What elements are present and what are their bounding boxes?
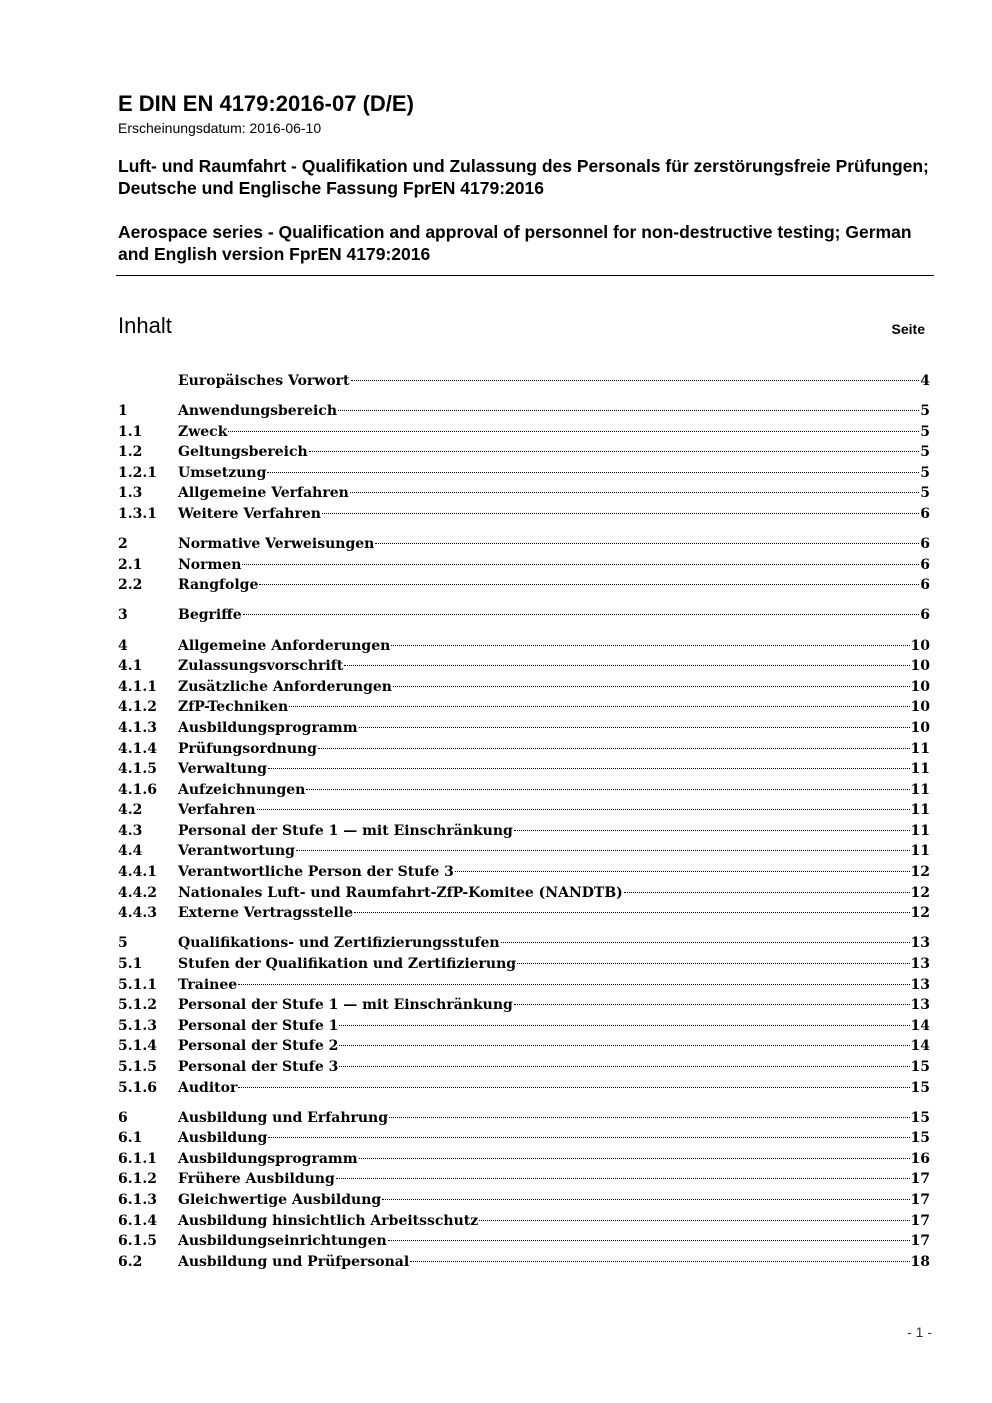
toc-entry-title: ZfP-Techniken xyxy=(178,699,289,716)
toc-entry-title: Prüfungsordnung xyxy=(178,740,317,757)
toc-entry-title: Verfahren xyxy=(178,802,256,819)
toc-entry[interactable] xyxy=(118,463,930,484)
toc-entry-number: 1.3.1 xyxy=(118,506,157,523)
toc-entry-title: Ausbildung und Erfahrung xyxy=(178,1109,389,1126)
toc-entry-number: 4.4 xyxy=(118,843,143,860)
toc-entry-title: Verantwortliche Person der Stufe 3 xyxy=(178,864,454,881)
toc-entry-page: 13 xyxy=(910,955,930,972)
toc-entry-page: 15 xyxy=(910,1109,930,1126)
toc-entry-title: Nationales Luft- und Raumfahrt-ZfP-Komitee (NANDTB) xyxy=(178,884,623,901)
toc-entry-title: Europäisches Vorwort xyxy=(178,373,350,389)
toc-entry[interactable] xyxy=(118,656,930,677)
toc-dot-leader xyxy=(228,431,919,432)
toc-entry-title: Verantwortung xyxy=(178,843,295,860)
toc-entry-title: Weitere Verfahren xyxy=(178,506,321,523)
toc-entry-title: Externe Vertragsstelle xyxy=(178,905,353,922)
toc-entry-number: 4.1.4 xyxy=(118,740,157,757)
toc-entry-page: 11 xyxy=(910,740,930,757)
toc-dot-leader xyxy=(242,564,919,565)
toc-entry-page: 12 xyxy=(910,905,930,922)
toc-entry-number: 5.1.2 xyxy=(118,997,157,1014)
toc-dot-leader xyxy=(514,1004,910,1005)
toc-entry-number: 5.1.5 xyxy=(118,1058,157,1075)
toc-entry-page: 13 xyxy=(910,976,930,993)
table-of-contents xyxy=(118,371,930,1272)
toc-dot-leader xyxy=(351,380,920,381)
toc-entry-number: 4.1.6 xyxy=(118,781,157,798)
toc-entry[interactable] xyxy=(118,534,930,555)
toc-entry-page: 10 xyxy=(910,719,930,736)
toc-entry-title: Stufen der Qualifikation und Zertifizierung xyxy=(178,955,517,972)
toc-entry-page: 11 xyxy=(910,761,930,778)
toc-entry-page: 12 xyxy=(910,884,930,901)
toc-entry-number: 2 xyxy=(118,536,128,553)
toc-entry-number: 4.1.1 xyxy=(118,678,157,695)
toc-entry-title: Rangfolge xyxy=(178,577,259,594)
toc-entry-page: 12 xyxy=(910,864,930,881)
toc-entry-page: 5 xyxy=(920,485,930,502)
toc-entry-number: 4.4.3 xyxy=(118,905,157,922)
toc-entry-number: 5.1.1 xyxy=(118,976,157,993)
toc-entry-title: Ausbildungseinrichtungen xyxy=(178,1233,387,1250)
toc-dot-leader xyxy=(388,1240,910,1241)
toc-entry[interactable] xyxy=(118,1016,930,1037)
toc-entry-page: 15 xyxy=(910,1058,930,1075)
toc-entry[interactable] xyxy=(118,1231,930,1252)
toc-entry-page: 10 xyxy=(910,658,930,675)
toc-entry[interactable] xyxy=(118,739,930,760)
toc-entry[interactable] xyxy=(118,1211,930,1232)
toc-dot-leader xyxy=(455,871,910,872)
toc-entry-number: 4.3 xyxy=(118,822,143,839)
toc-entry[interactable] xyxy=(118,605,930,626)
toc-entry[interactable] xyxy=(118,1190,930,1211)
toc-entry-page: 14 xyxy=(910,1017,930,1034)
toc-entry-number: 1.2 xyxy=(118,444,143,461)
toc-entry[interactable] xyxy=(118,504,930,525)
toc-entry-number: 1.1 xyxy=(118,423,143,440)
title-english: Aerospace series - Qualification and approval of personnel for non-destructive testing; German and English version FprEN 4179:2016 xyxy=(118,222,912,264)
page-number: - 1 - xyxy=(907,1324,932,1340)
toc-entry-title: Auditor xyxy=(178,1079,238,1096)
toc-entry[interactable] xyxy=(118,555,930,576)
toc-entry-number: 1 xyxy=(118,403,128,420)
toc-entry-number: 4.4.2 xyxy=(118,884,157,901)
toc-entry[interactable] xyxy=(118,800,930,821)
toc-dot-leader xyxy=(375,543,919,544)
toc-entry[interactable] xyxy=(118,483,930,504)
toc-entry-title: Geltungsbereich xyxy=(178,444,308,461)
toc-dot-leader xyxy=(309,451,920,452)
toc-entry[interactable] xyxy=(118,1252,930,1273)
document-number: E DIN EN 4179:2016-07 (D/E) xyxy=(118,91,414,116)
toc-entry[interactable] xyxy=(118,821,930,842)
toc-entry-page: 15 xyxy=(910,1079,930,1096)
toc-entry-number: 5.1.3 xyxy=(118,1017,157,1034)
toc-entry-page: 6 xyxy=(920,536,930,553)
toc-entry-page: 6 xyxy=(920,556,930,573)
toc-entry-title: Personal der Stufe 1 xyxy=(178,1017,339,1034)
toc-entry-page: 11 xyxy=(910,802,930,819)
toc-entry[interactable] xyxy=(118,1149,930,1170)
toc-entry-title: Qualifikations- und Zertifizierungsstufen xyxy=(178,935,500,952)
toc-entry-number: 4.1.2 xyxy=(118,699,157,716)
toc-entry[interactable] xyxy=(118,422,930,443)
document-header xyxy=(118,90,933,265)
toc-entry-title: Ausbildung und Prüfpersonal xyxy=(178,1253,410,1270)
toc-entry-number: 5 xyxy=(118,935,128,952)
toc-entry-page: 5 xyxy=(920,444,930,461)
toc-entry-page: 17 xyxy=(910,1212,930,1229)
toc-entry-page: 5 xyxy=(920,423,930,440)
toc-dot-leader xyxy=(391,645,909,646)
toc-entry-number: 4.1 xyxy=(118,658,143,675)
toc-entry-number: 1.2.1 xyxy=(118,464,157,481)
toc-dot-leader xyxy=(289,706,909,707)
toc-dot-leader xyxy=(339,1045,909,1046)
toc-entry-number: 6.1.2 xyxy=(118,1171,157,1188)
toc-entry-title: Zusätzliche Anforderungen xyxy=(178,678,392,695)
toc-entry-page: 17 xyxy=(910,1233,930,1250)
toc-entry-title: Begriffe xyxy=(178,607,242,624)
toc-entry-page: 17 xyxy=(910,1191,930,1208)
toc-entry[interactable] xyxy=(118,401,930,422)
toc-dot-leader xyxy=(479,1220,909,1221)
toc-entry-page: 4 xyxy=(920,373,930,389)
toc-dot-leader xyxy=(268,1137,909,1138)
header-divider xyxy=(116,275,934,276)
toc-entry-title: Allgemeine Anforderungen xyxy=(178,637,391,654)
toc-entry-title: Zulassungsvorschrift xyxy=(178,658,344,675)
toc-dot-leader xyxy=(393,686,910,687)
toc-entry[interactable] xyxy=(118,442,930,463)
toc-entry[interactable] xyxy=(118,1078,930,1099)
toc-entry-page: 5 xyxy=(920,403,930,420)
toc-entry-page: 18 xyxy=(910,1253,930,1270)
toc-dot-leader xyxy=(350,492,919,493)
toc-entry-title: Allgemeine Verfahren xyxy=(178,485,349,502)
toc-entry[interactable] xyxy=(118,677,930,698)
toc-entry-page: 11 xyxy=(910,843,930,860)
toc-entry[interactable] xyxy=(118,1057,930,1078)
toc-entry[interactable] xyxy=(118,883,930,904)
toc-entry-number: 6.1 xyxy=(118,1130,143,1147)
toc-entry-title: Ausbildungsprogramm xyxy=(178,1150,358,1167)
toc-entry-title: Normative Verweisungen xyxy=(178,536,375,553)
toc-entry[interactable] xyxy=(118,780,930,801)
toc-dot-leader xyxy=(624,892,910,893)
toc-dot-leader xyxy=(318,748,910,749)
toc-entry[interactable] xyxy=(118,759,930,780)
toc-entry[interactable] xyxy=(118,697,930,718)
toc-entry-page: 15 xyxy=(910,1130,930,1147)
toc-dot-leader xyxy=(517,963,909,964)
toc-entry-page: 11 xyxy=(910,822,930,839)
toc-entry-number: 2.2 xyxy=(118,577,143,594)
toc-entry[interactable] xyxy=(118,636,930,657)
toc-dot-leader xyxy=(354,912,910,913)
toc-dot-leader xyxy=(336,1178,910,1179)
toc-page-column-label: Seite xyxy=(891,321,925,337)
toc-dot-leader xyxy=(382,1199,909,1200)
toc-entry-title: Umsetzung xyxy=(178,464,267,481)
toc-entry[interactable] xyxy=(118,903,930,924)
toc-entry-page: 13 xyxy=(910,997,930,1014)
toc-entry[interactable] xyxy=(118,371,930,392)
toc-entry-title: Verwaltung xyxy=(178,761,267,778)
toc-entry-title: Normen xyxy=(178,556,242,573)
toc-heading: Inhalt xyxy=(118,313,172,338)
toc-dot-leader xyxy=(257,809,910,810)
toc-entry-title: Aufzeichnungen xyxy=(178,781,306,798)
toc-dot-leader xyxy=(339,1066,909,1067)
toc-entry-page: 11 xyxy=(910,781,930,798)
toc-entry[interactable] xyxy=(118,995,930,1016)
toc-entry-title: Gleichwertige Ausbildung xyxy=(178,1191,382,1208)
toc-entry-title: Personal der Stufe 3 xyxy=(178,1058,339,1075)
toc-dot-leader xyxy=(389,1117,909,1118)
toc-entry-number: 2.1 xyxy=(118,556,143,573)
toc-entry[interactable] xyxy=(118,862,930,883)
toc-entry-page: 6 xyxy=(920,607,930,624)
toc-entry-page: 14 xyxy=(910,1038,930,1055)
toc-entry[interactable] xyxy=(118,575,930,596)
toc-entry-title: Ausbildung hinsichtlich Arbeitsschutz xyxy=(178,1212,479,1229)
toc-dot-leader xyxy=(514,830,910,831)
toc-entry-number: 4.2 xyxy=(118,802,143,819)
publication-date: Erscheinungsdatum: 2016-06-10 xyxy=(118,120,322,136)
toc-entry-title: Personal der Stufe 2 xyxy=(178,1038,339,1055)
toc-entry-title: Frühere Ausbildung xyxy=(178,1171,335,1188)
toc-entry-number: 4 xyxy=(118,637,128,654)
toc-entry-number: 3 xyxy=(118,607,128,624)
toc-dot-leader xyxy=(339,1025,909,1026)
toc-entry[interactable] xyxy=(118,841,930,862)
toc-dot-leader xyxy=(296,850,910,851)
toc-entry-title: Anwendungsbereich xyxy=(178,403,337,420)
toc-entry-number: 6.1.4 xyxy=(118,1212,157,1229)
toc-entry[interactable] xyxy=(118,1036,930,1057)
toc-entry-page: 10 xyxy=(910,637,930,654)
toc-entry-number: 4.1.5 xyxy=(118,761,157,778)
toc-dot-leader xyxy=(359,727,910,728)
toc-entry-page: 17 xyxy=(910,1171,930,1188)
toc-entry[interactable] xyxy=(118,933,930,954)
toc-dot-leader xyxy=(268,768,910,769)
toc-entry[interactable] xyxy=(118,1128,930,1149)
toc-entry-page: 5 xyxy=(920,464,930,481)
toc-dot-leader xyxy=(410,1261,909,1262)
toc-dot-leader xyxy=(501,942,910,943)
toc-entry-title: Ausbildung xyxy=(178,1130,268,1147)
title-german: Luft- und Raumfahrt - Qualifikation und Zulassung des Personals für zerstörungsfreie Prüfungen; Deutsche und Englische Fassung FprEN 4179:2016 xyxy=(118,156,929,198)
toc-entry[interactable] xyxy=(118,954,930,975)
toc-entry-page: 16 xyxy=(910,1150,930,1167)
toc-entry-number: 1.3 xyxy=(118,485,143,502)
toc-entry-page: 6 xyxy=(920,506,930,523)
toc-entry[interactable] xyxy=(118,1169,930,1190)
toc-entry-number: 6.1.5 xyxy=(118,1233,157,1250)
toc-dot-leader xyxy=(306,789,909,790)
toc-entry-number: 6.1.1 xyxy=(118,1150,157,1167)
toc-dot-leader xyxy=(359,1158,910,1159)
toc-entry-number: 6 xyxy=(118,1109,128,1126)
toc-entry-number: 6.1.3 xyxy=(118,1191,157,1208)
toc-entry-title: Personal der Stufe 1 — mit Einschränkung xyxy=(178,997,513,1014)
toc-entry-number: 4.1.3 xyxy=(118,719,157,736)
toc-dot-leader xyxy=(259,584,919,585)
toc-entry-number: 4.4.1 xyxy=(118,864,157,881)
toc-dot-leader xyxy=(238,984,909,985)
toc-entry-number: 5.1 xyxy=(118,955,143,972)
toc-entry[interactable] xyxy=(118,718,930,739)
toc-dot-leader xyxy=(322,513,919,514)
toc-entry-number: 5.1.4 xyxy=(118,1038,157,1055)
toc-dot-leader xyxy=(267,472,919,473)
toc-entry-page: 10 xyxy=(910,699,930,716)
toc-entry-title: Trainee xyxy=(178,976,238,993)
toc-entry-number: 6.2 xyxy=(118,1253,143,1270)
toc-dot-leader xyxy=(238,1087,909,1088)
toc-entry-title: Zweck xyxy=(178,423,228,440)
toc-entry-page: 13 xyxy=(910,935,930,952)
toc-entry[interactable] xyxy=(118,1108,930,1129)
toc-entry[interactable] xyxy=(118,975,930,996)
toc-dot-leader xyxy=(338,410,919,411)
toc-dot-leader xyxy=(344,665,909,666)
toc-dot-leader xyxy=(243,614,920,615)
toc-entry-page: 6 xyxy=(920,577,930,594)
toc-entry-title: Ausbildungsprogramm xyxy=(178,719,358,736)
toc-entry-number: 5.1.6 xyxy=(118,1079,157,1096)
toc-entry-title: Personal der Stufe 1 — mit Einschränkung xyxy=(178,822,513,839)
toc-entry-page: 10 xyxy=(910,678,930,695)
